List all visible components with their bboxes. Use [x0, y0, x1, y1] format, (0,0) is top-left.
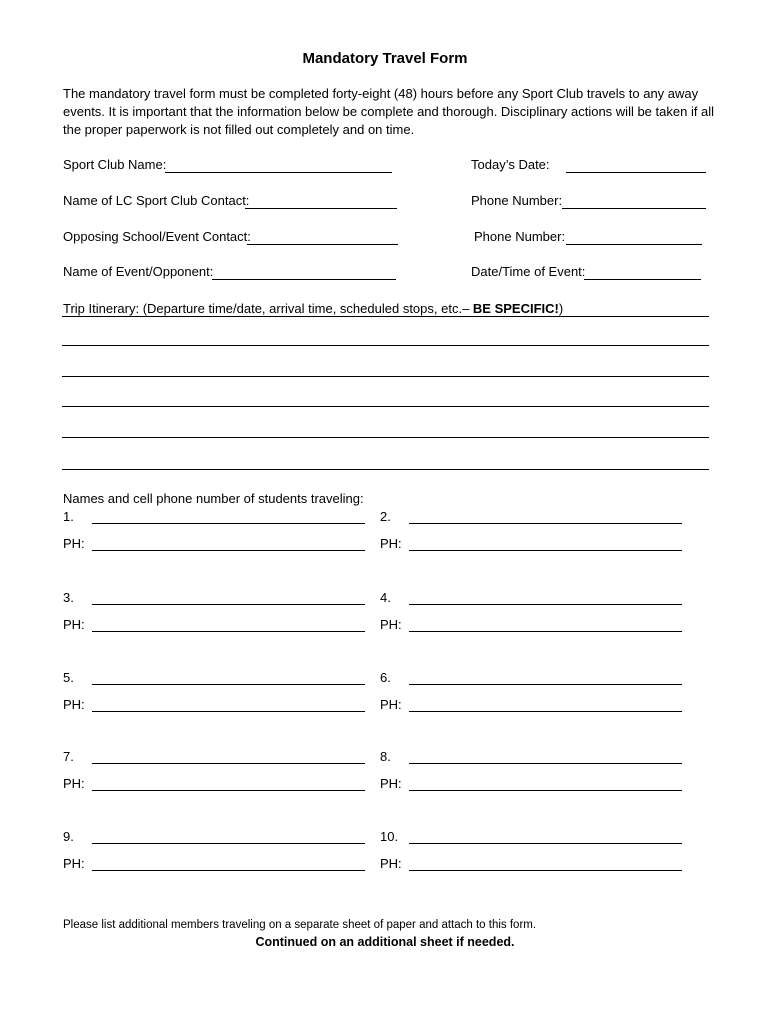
- student-name-field[interactable]: [409, 843, 682, 844]
- form-title: Mandatory Travel Form: [302, 50, 468, 67]
- student-phone-field[interactable]: [92, 631, 365, 632]
- student-number: 7.: [63, 749, 74, 764]
- intro-line-3: the proper paperwork is not filled out completely and on time.: [63, 122, 415, 137]
- lc-contact-label: Name of LC Sport Club Contact:: [63, 193, 250, 208]
- intro-line-2: events. It is important that the information below be complete and thorough. Disciplinary actions will be taken if all: [63, 104, 715, 119]
- event-datetime-field[interactable]: [584, 279, 701, 280]
- student-phone-field[interactable]: [409, 870, 682, 871]
- phone-number-label-1: Phone Number:: [471, 193, 563, 208]
- phone-number-label-2: Phone Number:: [474, 229, 566, 244]
- event-name-field[interactable]: [212, 279, 396, 280]
- todays-date-label: Today’s Date:: [471, 157, 550, 172]
- itinerary-line-5[interactable]: [62, 437, 709, 438]
- student-number: 3.: [63, 590, 74, 605]
- student-name-field[interactable]: [409, 523, 682, 524]
- student-name-field[interactable]: [92, 684, 365, 685]
- sport-club-name-label: Sport Club Name:: [63, 157, 167, 172]
- student-phone-field[interactable]: [92, 550, 365, 551]
- student-phone-label: PH:: [63, 536, 85, 551]
- student-phone-field[interactable]: [92, 870, 365, 871]
- student-number: 4.: [380, 590, 391, 605]
- student-name-field[interactable]: [409, 604, 682, 605]
- student-phone-field[interactable]: [409, 631, 682, 632]
- itinerary-line-4[interactable]: [62, 406, 709, 407]
- student-number: 10.: [380, 829, 399, 844]
- itinerary-line-3[interactable]: [62, 376, 709, 377]
- opposing-contact-field[interactable]: [247, 244, 398, 245]
- student-name-field[interactable]: [92, 843, 365, 844]
- lc-contact-field[interactable]: [245, 208, 397, 209]
- itinerary-close: ): [558, 301, 564, 316]
- todays-date-field[interactable]: [566, 172, 706, 173]
- sport-club-name-field[interactable]: [165, 172, 392, 173]
- footer-continued: Continued on an additional sheet if needed.: [255, 935, 515, 949]
- student-phone-label: PH:: [380, 776, 402, 791]
- student-name-field[interactable]: [92, 523, 365, 524]
- itinerary-label: [63, 301, 563, 317]
- student-number: 6.: [380, 670, 391, 685]
- itinerary-label-text: Trip Itinerary: (Departure time/date, arrival time, scheduled stops, etc.–: [63, 301, 473, 316]
- student-phone-field[interactable]: [409, 790, 682, 791]
- student-phone-field[interactable]: [409, 550, 682, 551]
- student-phone-label: PH:: [63, 697, 85, 712]
- itinerary-line-6[interactable]: [62, 469, 709, 470]
- intro-line-1: The mandatory travel form must be completed forty-eight (48) hours before any Sport Club travels to any away: [63, 86, 699, 101]
- phone-number-field-1[interactable]: [562, 208, 706, 209]
- student-number: 9.: [63, 829, 74, 844]
- opposing-contact-label: Opposing School/Event Contact:: [63, 229, 251, 244]
- student-number: 5.: [63, 670, 74, 685]
- student-phone-label: PH:: [63, 617, 85, 632]
- student-name-field[interactable]: [92, 604, 365, 605]
- student-phone-field[interactable]: [409, 711, 682, 712]
- student-phone-label: PH:: [380, 697, 402, 712]
- student-phone-label: PH:: [63, 856, 85, 871]
- student-name-field[interactable]: [92, 763, 365, 764]
- itinerary-line-2[interactable]: [62, 345, 709, 346]
- student-phone-label: PH:: [380, 856, 402, 871]
- event-name-label: Name of Event/Opponent:: [63, 264, 214, 279]
- student-phone-label: PH:: [63, 776, 85, 791]
- students-heading: Names and cell phone number of students traveling:: [63, 491, 364, 506]
- student-name-field[interactable]: [409, 684, 682, 685]
- student-name-field[interactable]: [409, 763, 682, 764]
- event-datetime-label: Date/Time of Event:: [471, 264, 586, 279]
- student-number: 8.: [380, 749, 391, 764]
- student-phone-field[interactable]: [92, 790, 365, 791]
- student-phone-field[interactable]: [92, 711, 365, 712]
- student-number: 1.: [63, 509, 74, 524]
- student-phone-label: PH:: [380, 536, 402, 551]
- student-phone-label: PH:: [380, 617, 402, 632]
- footer-note: Please list additional members traveling on a separate sheet of paper and attach to this form.: [63, 919, 537, 931]
- itinerary-emphasis: BE SPECIFIC!: [472, 301, 559, 316]
- student-number: 2.: [380, 509, 391, 524]
- itinerary-line-1[interactable]: [62, 316, 709, 317]
- phone-number-field-2[interactable]: [566, 244, 702, 245]
